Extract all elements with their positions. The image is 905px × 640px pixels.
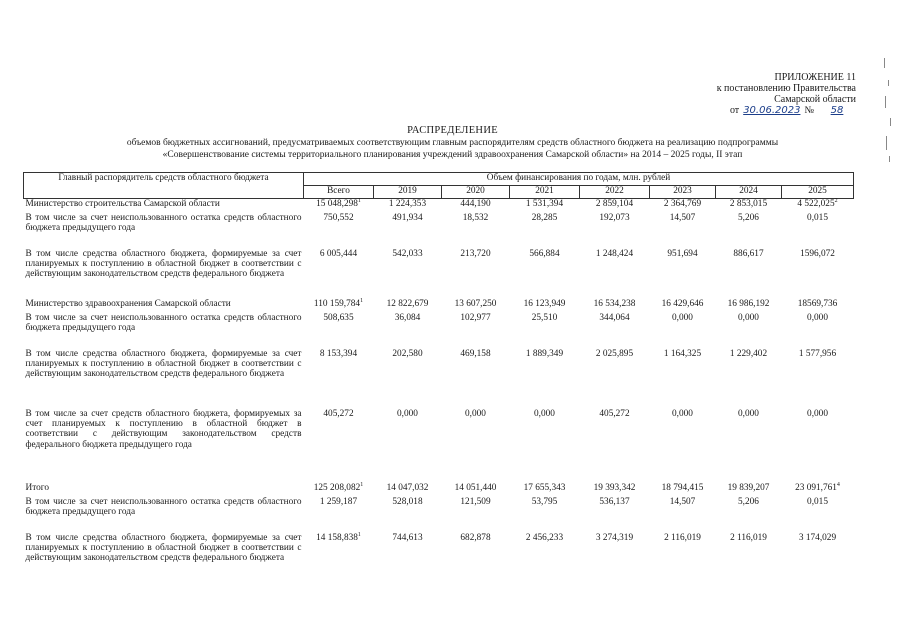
footnote-mark: 1 [360, 481, 364, 488]
row-label: В том числе за счет средств областного бюджета, формируемых за счет планируемых к поступлению в областной бюджет в соответствии с действующим законодательством средств федерального бюджета предыдущего года [25, 408, 302, 450]
row-year-value: 951,694 [667, 248, 698, 259]
row-label: Министерство здравоохранения Самарской области [25, 298, 231, 309]
footnote-mark: 1 [360, 297, 364, 304]
row-year-value: 1 248,424 [595, 248, 634, 259]
row-total: 15 048,298$^1$ [316, 197, 361, 209]
row-year-value: 3 174,029 [798, 532, 837, 543]
row-year-value: 17 655,343 [523, 482, 566, 493]
row-year-value: 14,507 [669, 212, 696, 223]
col-header: 2025 [782, 186, 854, 199]
row-year-value: 14 051,440 [454, 482, 497, 493]
row-total: 8 153,394 [319, 348, 358, 359]
row-year-value: 0,000 [534, 408, 555, 419]
row-year-value: 16 429,646 [661, 298, 704, 309]
row-year-value: 202,580 [392, 348, 423, 359]
table-row [24, 497, 854, 533]
row-year-value: 2 853,015 [729, 199, 768, 209]
document-subtitle-line1: объемов бюджетных ассигнований, предусматриваемых соответствующим главным распорядителям средств областного бюджета на реализацию подпрограммы [126, 138, 779, 148]
row-year-value: 0,000 [807, 408, 828, 419]
col-header: 2023 [650, 186, 716, 199]
row-year-value: 13 607,250 [454, 298, 497, 309]
table-row [24, 409, 854, 483]
annex-block [700, 72, 856, 116]
row-year-value: 18,532 [462, 212, 489, 223]
row-label: В том числе за счет неиспользованного остатка средств областного бюджета предыдущего года [25, 312, 302, 333]
row-year-value: 528,018 [392, 496, 423, 507]
row-year-value: 2 859,104 [595, 199, 634, 209]
footnote-mark: 2 [834, 197, 838, 204]
table-row [24, 249, 854, 299]
row-year-value: 2 364,769 [663, 199, 702, 209]
row-year-value: 16 123,949 [523, 298, 566, 309]
table-row [24, 299, 854, 313]
row-year-value: 18569,736 [797, 298, 838, 309]
row-total: 1 259,187 [319, 496, 358, 507]
row-year-value: 566,884 [529, 248, 560, 259]
row-year-value: 344,064 [599, 312, 630, 323]
row-year-value: 12 822,679 [386, 298, 429, 309]
footnote-mark: 4 [836, 481, 840, 488]
table-body [24, 199, 854, 579]
row-year-value: 444,190 [460, 199, 491, 209]
col-header: 2021 [510, 186, 580, 199]
row-year-value: 1 164,325 [663, 348, 702, 359]
col-header: 2024 [716, 186, 782, 199]
row-year-value: 491,934 [392, 212, 423, 223]
row-year-value: 0,000 [807, 312, 828, 323]
row-year-value: 14 047,032 [386, 482, 429, 493]
col-header: 2019 [374, 186, 442, 199]
row-year-value: 4 522,025$^2$ [797, 197, 838, 209]
row-year-value: 1 577,956 [798, 348, 837, 359]
row-label: В том числе за счет неиспользованного остатка средств областного бюджета предыдущего года [25, 212, 302, 233]
row-label: В том числе за счет неиспользованного остатка средств областного бюджета предыдущего года [25, 496, 302, 517]
row-year-value: 16 534,238 [593, 298, 636, 309]
row-year-value: 405,272 [599, 408, 630, 419]
table-row [24, 213, 854, 249]
row-total: 110 159,784$^1$ [313, 297, 364, 309]
annex-region: Самарской области [774, 94, 856, 105]
row-total: 6 005,444 [319, 248, 358, 259]
row-year-value: 121,509 [460, 496, 491, 507]
row-year-value: 0,015 [807, 496, 828, 507]
row-year-value: 19 839,207 [727, 482, 770, 493]
row-year-value: 18 794,415 [661, 482, 704, 493]
row-year-value: 2 456,233 [525, 532, 564, 543]
table-row [24, 533, 854, 579]
row-year-value: 36,084 [394, 312, 421, 323]
col-header: Всего [304, 186, 374, 199]
row-year-value: 28,285 [531, 212, 558, 223]
row-label: Итого [25, 482, 50, 493]
row-year-value: 16 986,192 [727, 298, 770, 309]
row-year-value: 469,158 [460, 348, 491, 359]
row-year-value: 0,000 [738, 312, 759, 323]
row-year-value: 5,206 [738, 496, 759, 507]
row-year-value: 542,033 [392, 248, 423, 259]
row-year-value: 25,510 [531, 312, 558, 323]
row-label: В том числе средства областного бюджета, формируемые за счет планируемых к поступлению в областной бюджет в соответствии с действующим законодательством средств федерального бюджета [25, 248, 302, 280]
row-year-value: 536,137 [599, 496, 630, 507]
col-main-header: Главный распорядитель средств областного бюджета [24, 173, 304, 199]
row-year-value: 102,977 [460, 312, 491, 323]
row-year-value: 53,795 [531, 496, 558, 507]
table-row [24, 313, 854, 349]
row-year-value: 0,000 [738, 408, 759, 419]
col-group-header: Объем финансирования по годам, млн. рублей [304, 173, 854, 186]
col-header: 2020 [442, 186, 510, 199]
row-total: 405,272 [323, 408, 354, 419]
footnote-mark: 1 [357, 197, 361, 204]
row-year-value: 1 229,402 [729, 348, 768, 359]
row-year-value: 1596,072 [800, 248, 835, 259]
footnote-mark: 1 [357, 531, 361, 538]
col-header: 2022 [580, 186, 650, 199]
document-title: РАСПРЕДЕЛЕНИЕ [407, 125, 498, 136]
row-total: 125 208,082$^1$ [313, 481, 364, 493]
row-year-value: 0,000 [672, 312, 693, 323]
row-year-value: 5,206 [738, 212, 759, 223]
table-row [24, 483, 854, 497]
row-label: В том числе средства областного бюджета, формируемые за счет планируемых к поступлению в областной бюджет в соответствии с действующим законодательством средств федерального бюджета [25, 348, 302, 380]
row-year-value: 19 393,342 [593, 482, 636, 493]
annex-doc-number: 58 [830, 105, 844, 116]
row-total: 508,635 [323, 312, 354, 323]
row-year-value: 23 091,761$^4$ [795, 481, 840, 493]
annex-number-label: № [804, 105, 814, 116]
row-year-value: 2 025,895 [595, 348, 634, 359]
row-year-value: 0,000 [672, 408, 693, 419]
row-label: В том числе средства областного бюджета, формируемые за счет планируемых к поступлению в областной бюджет в соответствии с действующим законодательством средств федерального бюджета [25, 532, 302, 564]
row-total: 14 158,838$^1$ [316, 531, 361, 543]
annex-number: ПРИЛОЖЕНИЕ 11 [774, 72, 856, 83]
row-year-value: 3 274,319 [595, 532, 634, 543]
row-year-value: 0,000 [465, 408, 486, 419]
row-year-value: 682,878 [460, 532, 491, 543]
annex-ref: к постановлению Правительства [716, 83, 856, 94]
row-year-value: 192,073 [599, 212, 630, 223]
row-year-value: 213,720 [460, 248, 491, 259]
row-year-value: 0,000 [397, 408, 418, 419]
row-year-value: 2 116,019 [730, 532, 767, 543]
annex-date: 30.06.2023 [743, 105, 801, 116]
table-row [24, 349, 854, 409]
table-row [24, 199, 854, 213]
row-label: Министерство строительства Самарской области [25, 199, 220, 209]
row-year-value: 744,613 [392, 532, 423, 543]
row-year-value: 14,507 [669, 496, 696, 507]
row-year-value: 1 889,349 [525, 348, 564, 359]
budget-table [23, 172, 854, 579]
row-year-value: 2 116,019 [664, 532, 701, 543]
row-year-value: 0,015 [807, 212, 828, 223]
row-year-value: 1 224,353 [388, 199, 427, 209]
row-total: 750,552 [323, 212, 354, 223]
row-year-value: 1 531,394 [525, 199, 564, 209]
row-year-value: 886,617 [733, 248, 764, 259]
annex-date-line [700, 105, 856, 116]
document-subtitle-line2: «Совершенствование системы территориального планирования учреждений здравоохранения Самарской области» на 2014 – 2025 годы, II этап [162, 150, 743, 160]
annex-from-label: от [729, 105, 740, 116]
